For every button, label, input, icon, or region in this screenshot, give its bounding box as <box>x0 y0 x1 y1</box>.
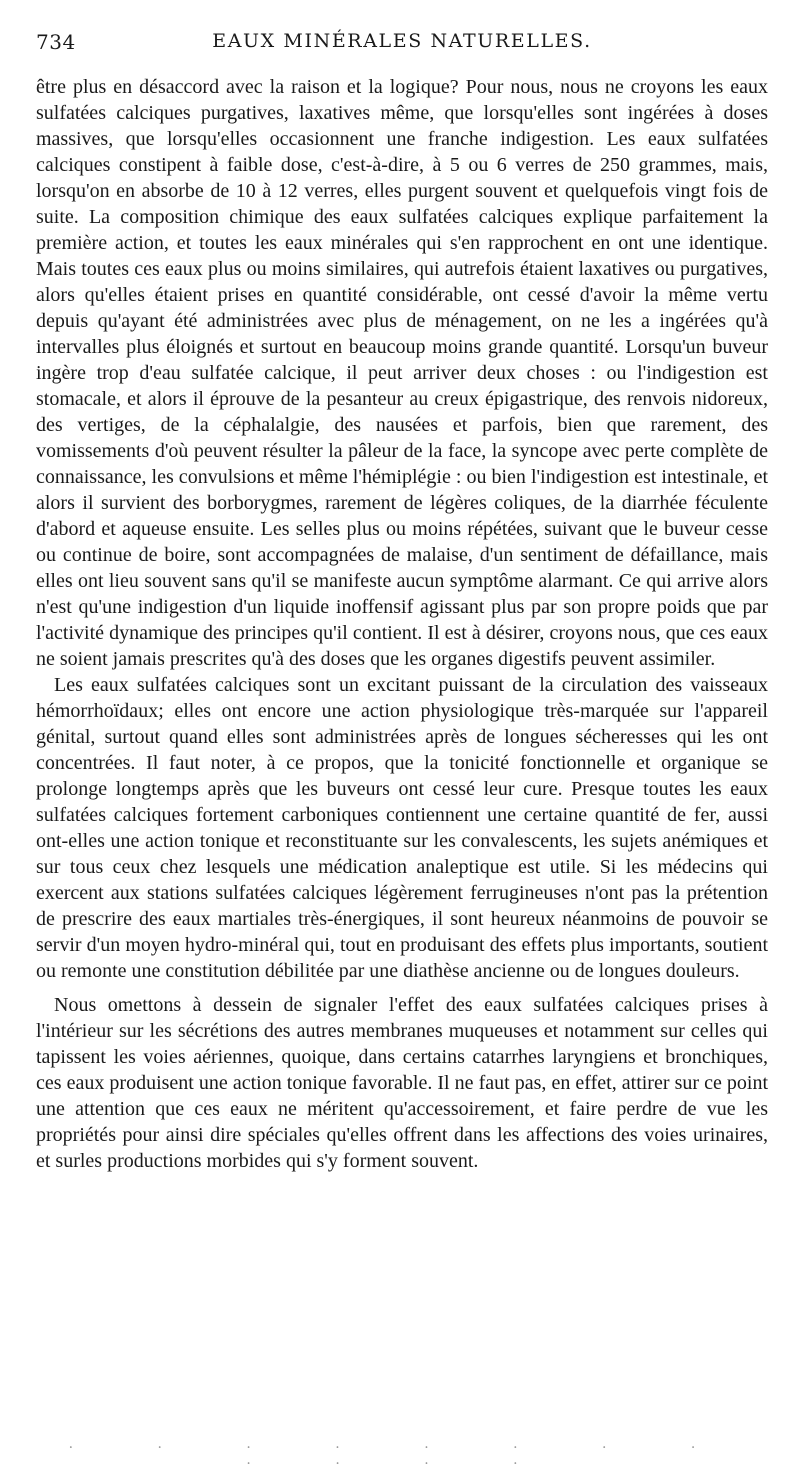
paragraph-3: Nous omettons à dessein de signaler l'effet des eaux sulfatées calciques prises à l'intérieur sur les sécrétions des autres membranes muqueuses et notamment sur celles qui tapissent les voies aériennes, quoique, dans certains catarrhes laryngiens et bronchiques, ces eaux produisent une action tonique favorable. Il ne faut pas, en effet, attirer sur ce point une attention que ces eaux ne méritent qu'accessoirement, et faire perdre de vue les propriétés pour ainsi dire spéciales qu'elles offrent dans les affections des voies urinaires, et surles productions morbides qui s'y forment souvent. <box>36 994 768 1172</box>
paragraph-2: Les eaux sulfatées calciques sont un excitant puissant de la circulation des vaisseaux hémorrhoïdaux; elles ont encore une action physiologique très-marquée sur l'appareil génital, surtout quand elles sont administrées après de longues sécheresses qui les ont concentrées. Il faut noter, à ce propos, que la tonicité fonctionnelle et organique se prolonge longtemps après que les buveurs ont cessé leur cure. Presque toutes les eaux sulfatées calciques fortement carboniques contiennent une certaine quantité de fer, aussi ont-elles une action tonique et reconstituante sur les convalescents, les sujets anémiques et sur tous ceux chez lesquels une médication analeptique est utile. Si les médecins qui exercent aux stations sulfatées calciques légèrement ferrugineuses n'ont pas la prétention de prescrire des eaux martiales très-énergiques, il sont heureux néanmoins de pouvoir se servir d'un moyen hydro-minéral qui, tout en produisant des effets plus importants, soutient ou remonte une constitution débilitée par une diathèse ancienne ou de longues douleurs. <box>36 674 768 982</box>
paragraph-1: être plus en désaccord avec la raison et la logique? Pour nous, nous ne croyons les eaux sulfatées calciques purgatives, laxatives même, que lorsqu'elles sont ingérées à doses massives, que lorsqu'elles occasionnent une franche indigestion. Les eaux sulfatées calciques constipent à faible dose, c'est-à-dire, à 5 ou 6 verres de 250 grammes, mais, lorsqu'on en absorbe de 10 à 12 verres, elles purgent souvent et quelquefois vingt fois de suite. La composition chimique des eaux sulfatées calciques explique parfaitement la première action, et toutes les eaux minérales qui s'en rapprochent en ont une identique. Mais toutes ces eaux plus ou moins similaires, qui autrefois étaient laxatives ou purgatives, alors qu'elles étaient prises en quantité considérable, ont cessé d'avoir la même vertu depuis qu'ayant été administrées avec plus de ménagement, on ne les a ingérées qu'à intervalles plus éloignés et surtout en beaucoup moins grande quantité. Lorsqu'un buveur ingère trop d'eau sulfatée calcique, il peut arriver deux choses : ou l'indigestion est stomacale, et alors il éprouve de la pesanteur au creux épigastrique, des renvois nidoreux, des vertiges, de la céphalalgie, des nausées et parfois, bien que rarement, des vomissements d'où peuvent résulter la pâleur de la face, la syncope avec perte complète de connaissance, les convulsions et même l'hémiplégie : ou bien l'indigestion est intestinale, et alors il survient des borborygmes, rarement de légères coliques, de la diarrhée féculente d'abord et aqueuse ensuite. Les selles plus ou moins répétées, suivant que le buveur cesse ou continue de boire, sont accompagnées de malaise, d'un sentiment de défaillance, mais elles ont lieu souvent sans qu'il se manifeste aucun symptôme alarmant. Ce qui arrive alors n'est qu'une indigestion d'un liquide inoffensif agissant plus par son propre poids que par l'activité dynamique des principes qu'il contient. Il est à désirer, croyons nous, que ces eaux ne soient jamais prescrites qu'à des doses que les organes digestifs peuvent assimiler. <box>36 76 768 670</box>
running-title: EAUX MINÉRALES NATURELLES. <box>212 30 592 52</box>
footer-dots-decoration: · · · · · · · · · · · · <box>68 1440 736 1472</box>
page-number: 734 <box>36 30 76 54</box>
body-text <box>36 74 768 1174</box>
page-header <box>36 22 768 74</box>
book-page <box>36 0 768 1482</box>
